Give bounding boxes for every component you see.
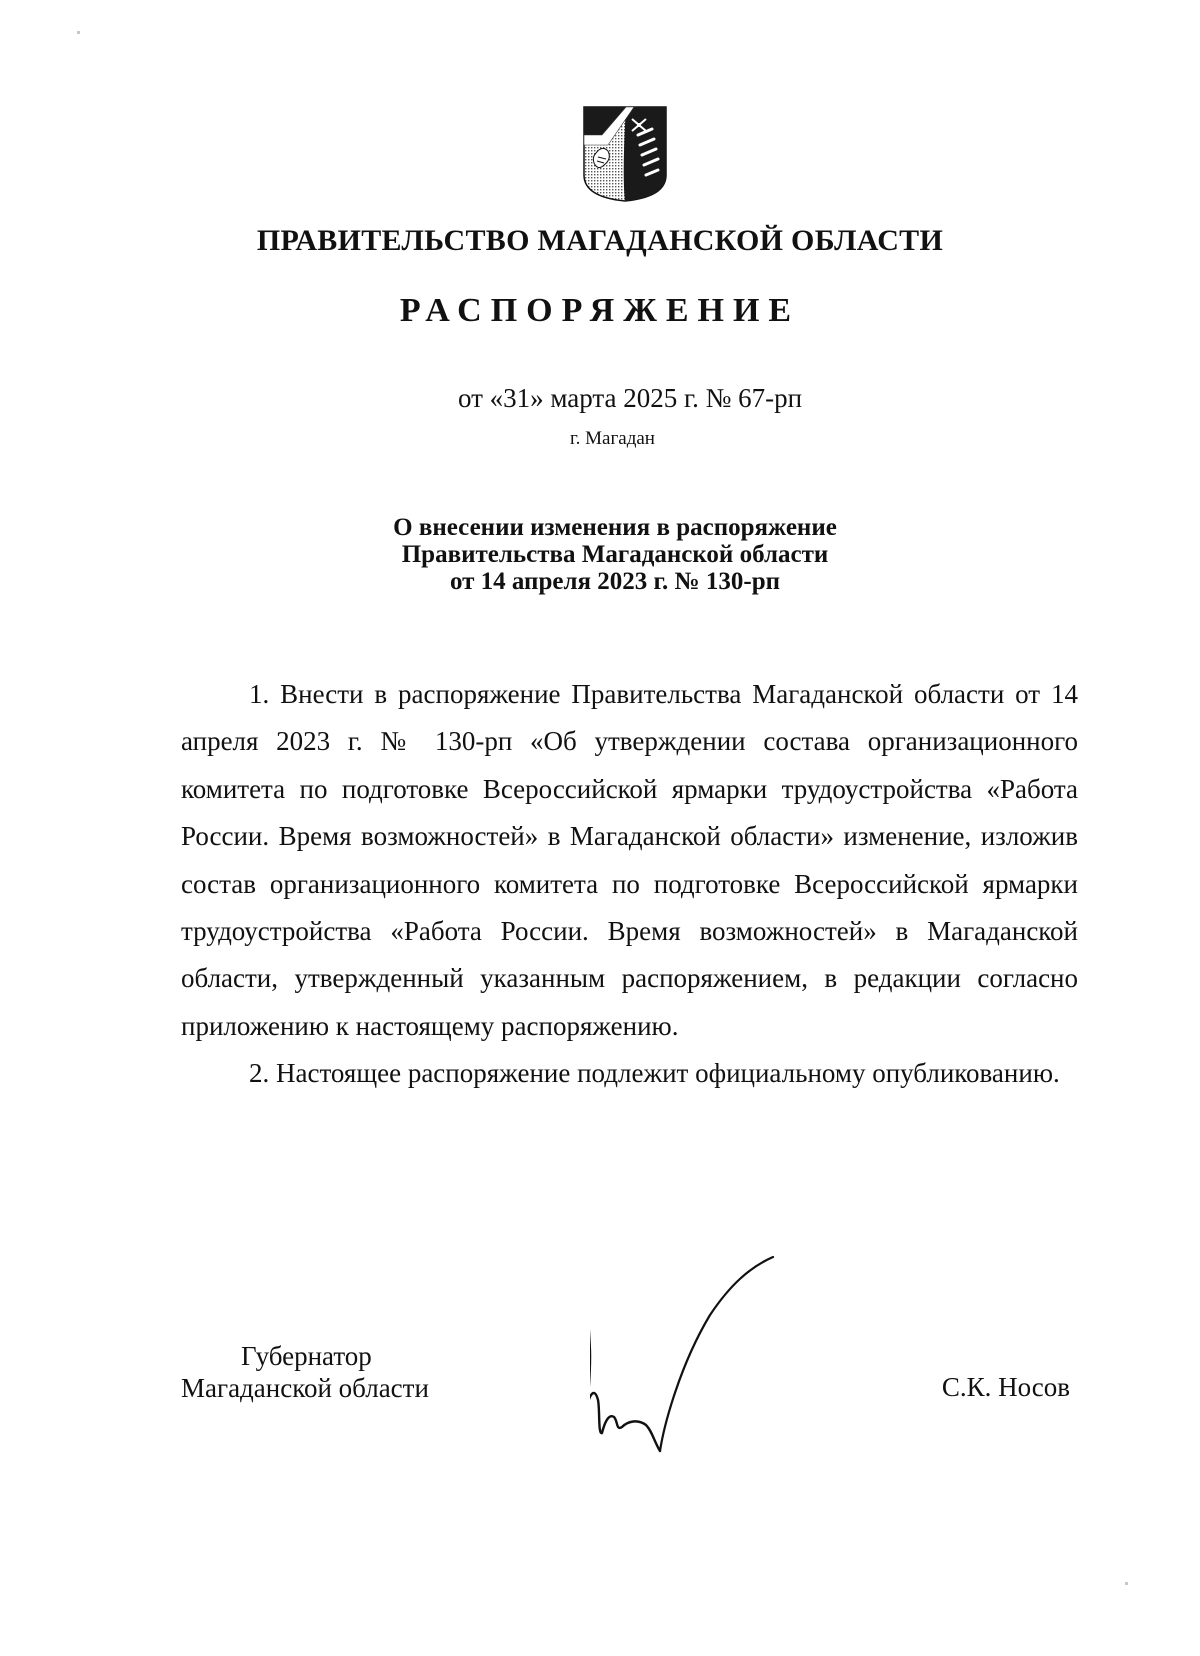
subject-line: О внесении изменения в распоряжение — [393, 514, 837, 541]
signatory-position — [181, 1340, 429, 1404]
document-city: г. Магадан — [570, 428, 655, 449]
coat-of-arms-icon — [582, 105, 668, 203]
subject-line: от 14 апреля 2023 г. № 130-рп — [449, 568, 781, 595]
document-subject — [0, 514, 1200, 595]
scan-speck — [1125, 1582, 1128, 1585]
body-paragraph: 1. Внести в распоряжение Правительства Магаданской области от 14 апреля 2023 г. № 130-рп «Об утверждении состава организационного комитета по подготовке Всероссийской ярмарки трудоустройства «Работа России. Время возможностей» в Магаданской области» изменение, изложив состав организационного комитета по подготовке Всероссийской ярмарки трудоустройства «Работа России. Время возможностей» в Магаданской области, утвержденный указанным распоряжением, в редакции согласно приложению к настоящему распоряжению. — [181, 679, 1078, 1041]
signatory-position-line: Губернатор — [241, 1341, 372, 1371]
signatory-name: С.К. Носов — [941, 1372, 1070, 1402]
scan-speck — [77, 31, 80, 34]
document-body — [181, 671, 1078, 1098]
body-paragraph: 2. Настоящее распоряжение подлежит официальному опубликованию. — [249, 1058, 1060, 1089]
subject-line: Правительства Магаданской области — [401, 541, 829, 568]
government-title: ПРАВИТЕЛЬСТВО МАГАДАНСКОЙ ОБЛАСТИ — [256, 224, 944, 257]
handwritten-signature — [590, 1195, 820, 1455]
document-type-title: РАСПОРЯЖЕНИЕ — [399, 292, 801, 329]
document-date-number: от «31» марта 2025 г. № 67-рп — [457, 383, 803, 413]
signatory-position-line: Магаданской области — [181, 1373, 429, 1403]
